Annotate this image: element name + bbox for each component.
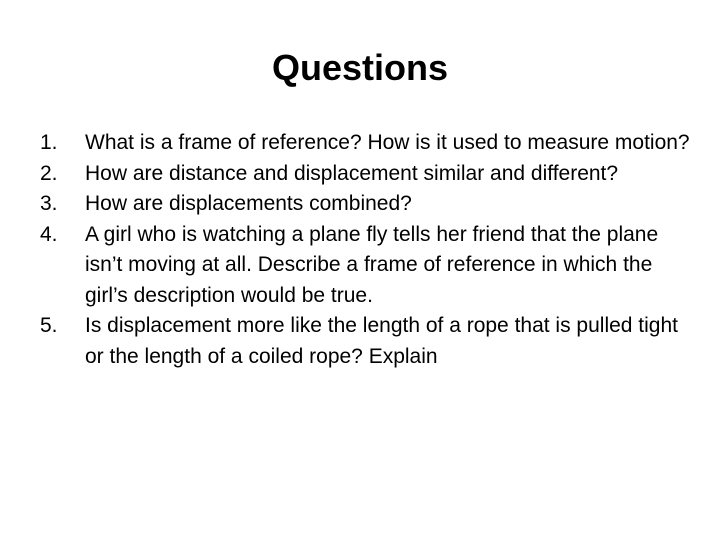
question-text: Is displacement more like the length of a rope that is pulled tight or the length of a coiled rope? Explain bbox=[85, 314, 679, 368]
question-number: 4. bbox=[40, 222, 58, 246]
question-text: How are displacements combined? bbox=[85, 192, 412, 215]
question-list bbox=[40, 128, 700, 372]
question-number: 5. bbox=[40, 314, 58, 337]
question-item-4 bbox=[40, 220, 700, 312]
question-item-3 bbox=[40, 189, 700, 220]
question-item-2 bbox=[40, 159, 700, 190]
question-text: A girl who is watching a plane fly tells her friend that the plane isn’t moving at all. Describe a frame of reference in which the girl’s description would be true. bbox=[85, 222, 659, 307]
question-number: 1. bbox=[40, 131, 58, 154]
question-number: 2. bbox=[40, 161, 58, 185]
question-text: How are distance and displacement similar and different? bbox=[85, 161, 619, 185]
slide-title: Questions bbox=[271, 47, 449, 88]
question-number: 3. bbox=[40, 192, 58, 215]
question-item-5 bbox=[40, 311, 700, 372]
question-item-1 bbox=[40, 128, 700, 159]
question-text: What is a frame of reference? How is it used to measure motion? bbox=[85, 131, 690, 154]
